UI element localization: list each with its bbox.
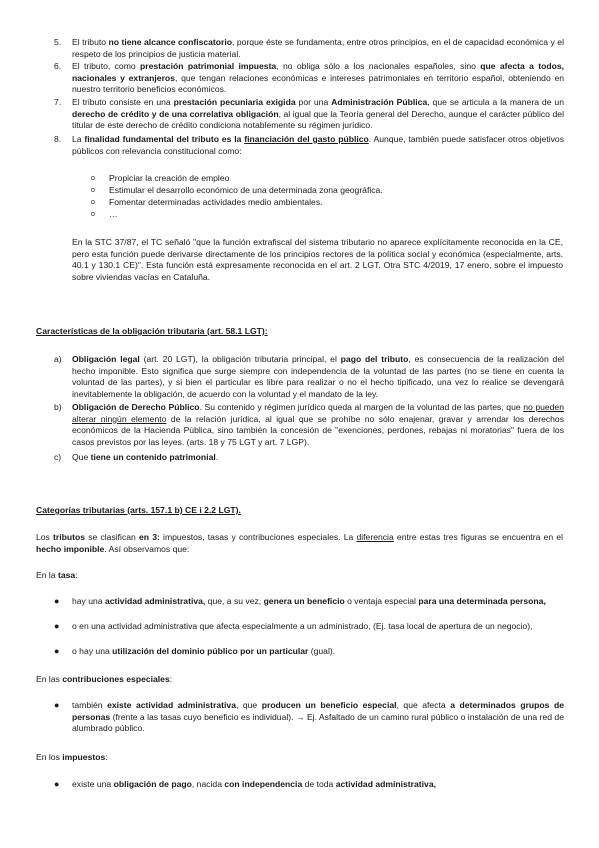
bullet-item-text: existe una obligación de pago, nacida con independencia de toda actividad administrativa,: [72, 779, 436, 789]
list-item-a: [54, 354, 564, 400]
bullet-item: [54, 779, 564, 791]
list-item-6: [54, 61, 564, 96]
list-item-text: Obligación legal (art. 20 LGT), la obligación tributaria principal, el pago del tributo, es consecuencia de la realización del hecho imponible. Esto significa que surge siempre con independencia de la voluntad de las partes (no se tiene en cuenta la voluntad de las partes), y si bien el particular es libre para realizar o no el hecho tipificado, una vez lo realice se devengará inevitablemente la obligación, de acuerdo con la voluntad y el mandato de la ley.: [72, 354, 565, 399]
bullet-icon: ●: [54, 779, 60, 789]
contribuciones-label: En las contribuciones especiales:: [36, 674, 173, 684]
list-item-text: Obligación de Derecho Público. Su contenido y régimen jurídico queda al margen de la voluntad de las partes, que no pueden alterar ningún elemento de la relación jurídica, al igual que se prohíbe no sólo enajenar, gravar y arrendar los derechos económicos de la Hacienda Pública, sino también la concesión de "exenciones, perdones, rebajas ni moratorias" fuera de los casos previstos por las leyes. (arts. 18 y 75 LGT y art. 7 LGP).: [72, 402, 565, 447]
bullet-item-text: hay una actividad administrativa, que, a su vez, genera un beneficio o ventaja especial para una determinada persona,: [72, 596, 546, 606]
list-item-5: [54, 37, 564, 60]
list-item-text: Que tiene un contenido patrimonial.: [72, 452, 219, 462]
list-item-c: [54, 452, 564, 464]
sub-list-item-text: Propiciar la creación de empleo: [109, 173, 230, 183]
section-heading-obligacion: Características de la obligación tributaria (art. 58.1 LGT):: [36, 326, 268, 336]
list-number: 7.: [54, 97, 62, 107]
sub-list-item: [91, 185, 383, 197]
bullet-icon: ●: [54, 700, 60, 710]
bullet-item: [54, 621, 564, 633]
list-item-7: [54, 97, 564, 132]
sub-list-item: [91, 197, 323, 209]
bullet-icon: ●: [54, 596, 60, 606]
list-item-b: [54, 402, 564, 448]
sub-list-item: [91, 209, 118, 221]
section-heading-categorias: Categorías tributarias (arts. 157.1 b) CE i 2.2 LGT).: [36, 505, 241, 515]
sub-list-item-text: Fomentar determinadas actividades medio ambientales.: [109, 197, 323, 207]
bullet-icon: ●: [54, 621, 60, 631]
list-letter: a): [54, 354, 62, 364]
list-number: 8.: [54, 134, 62, 144]
sub-list-item: [91, 173, 229, 185]
circle-bullet-icon: o: [91, 175, 95, 182]
stc-paragraph: En la STC 37/87, el TC señaló "que la función extrafiscal del sistema tributario no aparece explícitamente reconocida en la CE, pero esta función puede derivarse directamente de los principios rectores de la política social y económica (especialmente, arts. 40.1 y 130.1 CE)". Esta función está expresamente reconocida en el art. 2 LGT. Otra STC 4/2019, 17 enero, sobre el impuesto sobre viviendas vacías en Cataluña.: [72, 237, 563, 282]
list-number: 6.: [54, 61, 62, 71]
list-number: 5.: [54, 37, 62, 47]
intro-paragraph: Los tributos se clasifican en 3: impuestos, tasas y contribuciones especiales. La diferencia entre estas tres figuras se encuentra en el hecho imponible. Así observamos que:: [36, 532, 563, 554]
bullet-item-text: o hay una utilización del dominio público por un particular (gual).: [72, 646, 336, 656]
sub-list-item-text: …: [109, 209, 118, 219]
list-letter: b): [54, 402, 62, 412]
list-item-text: El tributo no tiene alcance confiscatorio, porque éste se fundamenta, entre otros principios, en el de capacidad económica y el respeto de los principios de justicia material.: [72, 37, 564, 59]
circle-bullet-icon: o: [91, 187, 95, 194]
list-item-text: El tributo consiste en una prestación pecuniaria exigida por una Administración Pública, que se articula a la manera de un derecho de crédito y de una correlativa obligación, al igual que la Teoría general del Derecho, aunque el carácter público del titular de este derecho de crédito condiciona notablemente su régimen jurídico.: [72, 97, 564, 131]
bullet-item-text: o en una actividad administrativa que afecta especialmente a un administrado, (Ej. tasa local de apertura de un negocio),: [72, 621, 533, 631]
bullet-item: [54, 700, 564, 735]
sub-list-item-text: Estimular el desarrollo económico de una determinada zona geográfica.: [109, 185, 383, 195]
bullet-item: [54, 596, 564, 608]
list-letter: c): [54, 452, 62, 462]
bullet-item-text: también existe actividad administrativa, que producen un beneficio especial, que afecta a determinados grupos de personas (frente a las tasas cuyo beneficio es individual). → Ej. Asfaltado de un camino rural público o instalación de una red de alumbrado público.: [72, 700, 564, 734]
bullet-item: [54, 646, 564, 658]
circle-bullet-icon: o: [91, 211, 95, 218]
tasa-label: En la tasa:: [36, 570, 78, 580]
list-item-8: [54, 134, 564, 157]
list-item-text: La finalidad fundamental del tributo es la financiación del gasto público. Aunque, también puede satisfacer otros objetivos públicos con relevancia constitucional como:: [72, 134, 564, 156]
list-item-text: El tributo, como prestación patrimonial impuesta, no obliga sólo a los nacionales españoles, sino que afecta a todos, nacionales y extranjeros, que tengan relaciones económicas e intereses patrimoniales en territorio español, obteniendo en nuestro territorio beneficios económicos.: [72, 61, 565, 95]
impuestos-label: En los impuestos:: [36, 752, 108, 762]
bullet-icon: ●: [54, 646, 60, 656]
circle-bullet-icon: o: [91, 199, 95, 206]
